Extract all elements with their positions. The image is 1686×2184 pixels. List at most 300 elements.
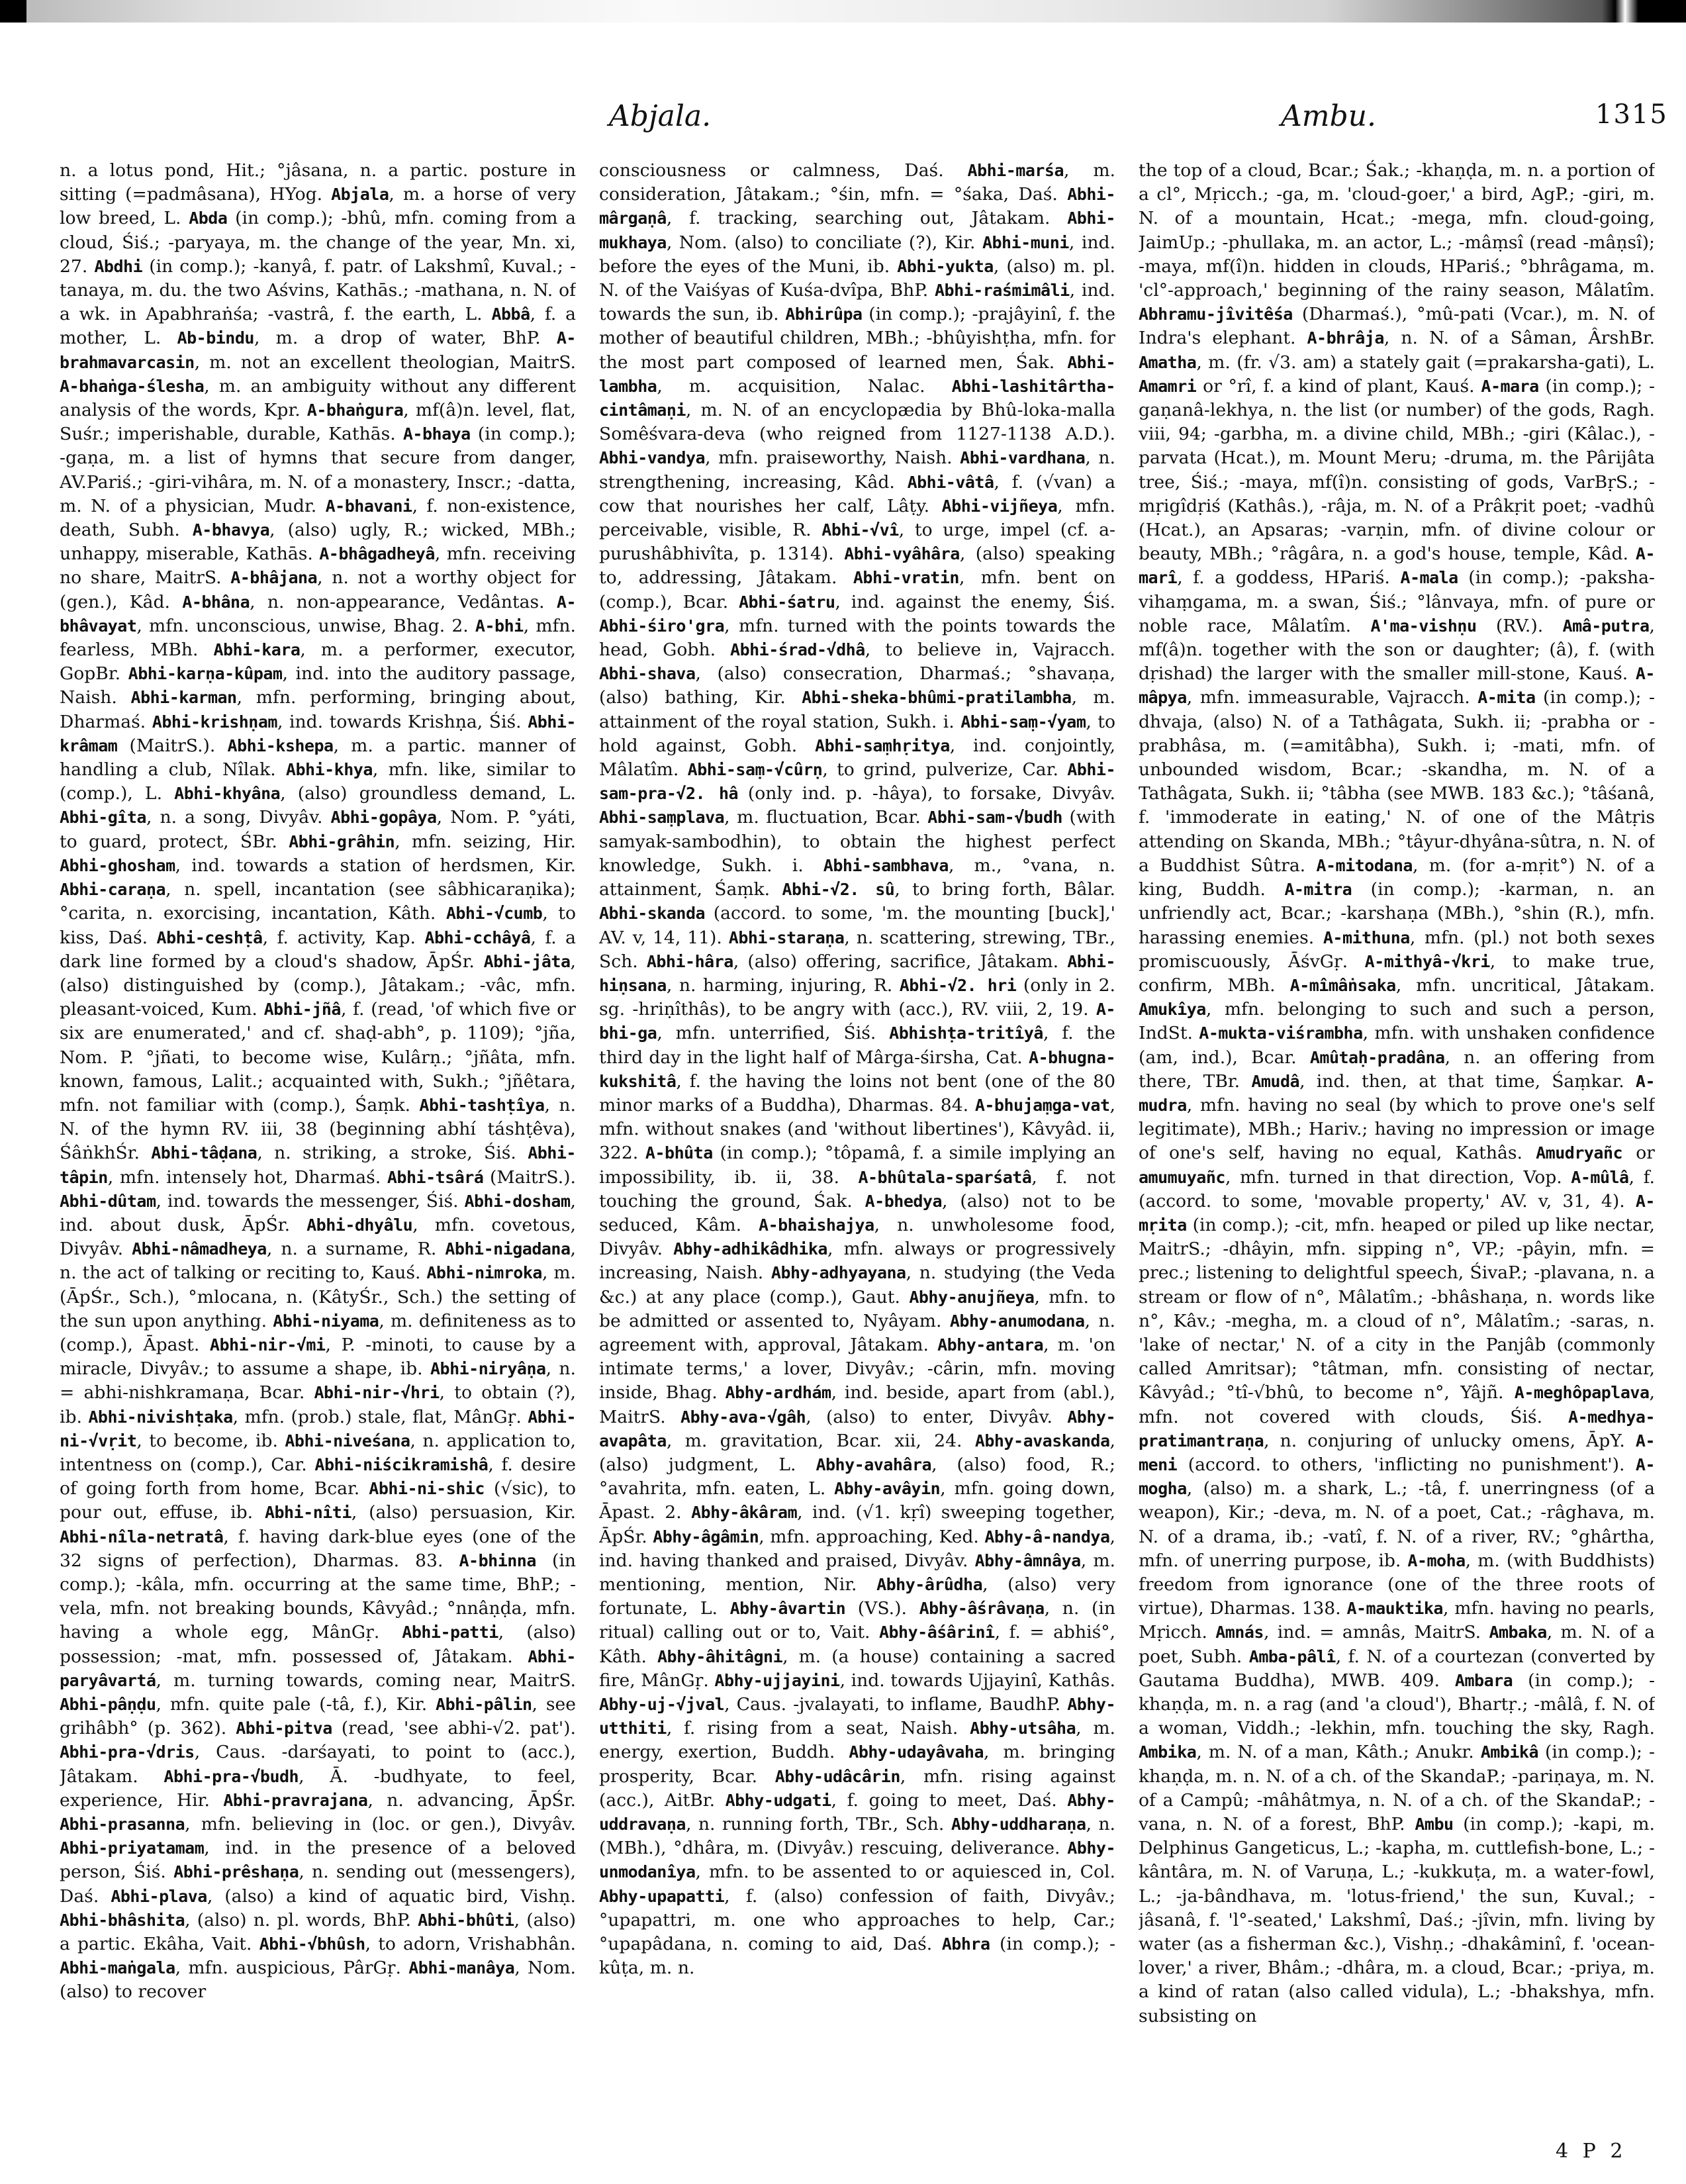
entry-definition: , m. a horse of very low breed, L. <box>60 184 576 229</box>
entry-definition: (in comp.); -paksha-vihaṃgama, m. a swan, Śiś.; °lânvaya, mfn. of pure or noble race, Mâlatîm. <box>1139 567 1655 636</box>
entry-headword: Abhishṭa-tritîyâ <box>889 1023 1043 1043</box>
entry-definition: , mfn. like, similar to (comp.), L. <box>60 759 576 804</box>
entry-headword: Abhi-ghosham <box>60 855 175 875</box>
entry-headword: Abhi-pra-√budh <box>164 1766 299 1786</box>
dictionary-entry <box>726 1790 1057 1811</box>
dictionary-entry <box>60 1910 411 1930</box>
entry-headword: Abhi-sheka-bhûmi-pratilambha <box>802 688 1072 708</box>
entry-definition: , n. N. of the hymn RV. iii, 38 (beginning abhí táshṭêva), ŚâṅkhŚr. <box>60 1094 576 1164</box>
entry-headword: Abhi-grâhin <box>289 831 395 851</box>
entry-headword: A'ma-vishṇu <box>1370 616 1477 636</box>
entry-definition: , m. attainment of the royal station, Sukh. i. <box>599 687 1115 732</box>
dictionary-entry <box>739 592 1115 612</box>
dictionary-entry <box>236 1718 576 1738</box>
entry-headword: Amudâ <box>1251 1071 1300 1091</box>
entry-headword: Ambu <box>1415 1815 1454 1834</box>
entry-definition: , (also) m. pl. N. of the Vaiśyas of Kuśa-dvîpa, BhP. <box>599 256 1115 301</box>
entry-definition: (MaitrS.). <box>483 1166 576 1188</box>
dictionary-entry <box>387 1167 576 1188</box>
entry-definition: , mfn. fearless, MBh. <box>60 615 576 661</box>
entry-headword: Abhi-tashṭîya <box>419 1095 545 1115</box>
entry-headword: A-mauktika <box>1346 1599 1443 1619</box>
entry-definition: , n. sending out (messengers), Daś. <box>60 1862 576 1907</box>
entry-definition: (read, 'see abhi-√2. pat'). <box>332 1718 576 1739</box>
dictionary-entry <box>1139 376 1655 564</box>
entry-headword: Ambaka <box>1489 1623 1547 1642</box>
entry-headword: Abhy-avaskanda <box>974 1431 1110 1450</box>
entry-headword: Abhi-sambhava <box>823 855 949 875</box>
entry-headword: Abhi-vardhana <box>960 448 1086 468</box>
entry-headword: Abhy-udâcârin <box>774 1766 900 1786</box>
entry-definition: (in comp.); -kapi, m. Delphinus Gangeticus, L.; -kapha, m. cuttlefish-bone, L.; -kântâra, m. N. of Varuṇa, L.; -kukkuṭa, m. a water-fowl, L.; -ja-bândhava, m. 'lotus-friend,' the sun, Kuval.; -jâsanâ, f. 'l°-seated,' Lakshmî, Daś.; -jîvin, mfn. living by water (as a fisherman &c.), Vishṇ.; -dhakâminî, f. 'ocean-lover,' a river, Bhâm.; -dhâra, m. a cloud, Bcar.; -priya, m. a kind of ratan (also called vidula), L.; -bhakshya, mfn. subsisting on <box>1139 1814 1655 2026</box>
entry-definition: , mf(â)n. level, flat, Suśr.; imperishable, durable, Kathās. <box>60 400 576 445</box>
entry-headword: Abhi-nâmadheya <box>132 1239 267 1259</box>
entry-definition: , ind. in the presence of a beloved person, Śiś. <box>60 1838 576 1883</box>
entry-definition: , mfn. without snakes (and 'without libertines'), Kâvyâd. ii, 322. <box>599 1094 1115 1164</box>
entry-definition: , (also) persuasion, Kir. <box>351 1502 576 1523</box>
entry-definition: , n. strengthening, increasing, Kâd. <box>599 448 1115 493</box>
entry-headword: Amâ-putra <box>1562 616 1650 636</box>
entry-headword: A-bhâna <box>182 592 250 612</box>
entry-definition: , m. gravitation, Bcar. xii, 24. <box>666 1430 962 1451</box>
entry-definition: , mfn. with unshaken confidence (am, ind.), Bcar. <box>1139 1023 1655 1068</box>
entry-headword: Abhi-√bhûsh <box>259 1934 365 1954</box>
entry-definition: , ind. towards the sun, ib. <box>599 280 1115 325</box>
dictionary-entry <box>223 1790 576 1811</box>
entry-definition: n. a lotus pond, Hit.; °jâsana, n. a partic. posture in sitting (=padmâsana), HYog. <box>60 160 576 205</box>
entry-definition: , f. a mother, L. <box>60 304 576 349</box>
entry-definition: , m. energy, exertion, Buddh. <box>599 1718 1115 1763</box>
entry-headword: Abhi-vandya <box>599 448 706 468</box>
entry-definition: (in comp.); -gaṇa, m. a list of hymns that secure from danger, AV.Pariś.; -giri-vihâra, m. N. of a monastery, Inscr.; -datta, m. N. of a physician, Mudr. <box>60 424 576 516</box>
entry-definition: , (also) food, R.; °avahrita, mfn. eaten, L. <box>599 1454 1115 1499</box>
entry-definition: , to urge, impel (cf. a-purushâbhivîta, p. 1314). <box>599 520 1115 565</box>
dictionary-entry <box>599 160 944 181</box>
entry-headword: Abhy-udgati <box>725 1790 831 1810</box>
entry-headword: Amnás <box>1215 1623 1264 1642</box>
entry-definition: , (also) not to be seduced, Kâm. <box>599 1190 1115 1235</box>
entry-headword: Abhi-ni-shic <box>369 1479 485 1499</box>
column-left <box>60 159 576 2118</box>
entry-headword: Abhi-śrad-√dhâ <box>730 640 865 660</box>
entry-definition: , Ā. -budhyate, to feel, experience, Hir. <box>60 1766 576 1811</box>
entry-definition: , Caus. -darśayati, to point to (acc.), Jâtakam. <box>60 1742 576 1787</box>
entry-definition: , mfn. seizing, Hir. <box>395 831 576 852</box>
entry-definition: or <box>1622 1143 1655 1164</box>
column-right <box>1139 159 1655 2118</box>
entry-headword: Abhi-shava <box>599 664 696 684</box>
entry-headword: Abhi-priyatamam <box>60 1838 205 1858</box>
entry-headword: Abhra <box>941 1934 990 1954</box>
entry-headword: Abhi-caraṇa <box>60 880 166 900</box>
entry-definition: , mfn. always or progressively increasing, Naish. <box>599 1239 1115 1284</box>
dictionary-entry <box>152 712 522 732</box>
entry-definition: , (also) a kind of aquatic bird, Vishṇ. <box>207 1885 576 1907</box>
entry-headword: Abhi-gîta <box>60 808 146 828</box>
entry-definition: , Nom. (also) to recover <box>60 1958 576 2003</box>
entry-definition: , m. 'on intimate terms,' a lover, Divyâv.; -cârin, mfn. moving inside, Bhag. <box>599 1334 1115 1403</box>
entry-headword: A-bhaṅgura <box>306 401 404 420</box>
entry-definition: , n. harming, injuring, R. <box>666 974 893 996</box>
dictionary-entry <box>680 1407 1053 1427</box>
entry-headword: Abhy-upapatti <box>599 1886 725 1906</box>
entry-headword: Abhi-saṃplava <box>599 808 725 828</box>
entry-definition: , ind. towards Ujjayinî, Kathâs. <box>839 1670 1115 1691</box>
entry-headword: Abhy-uddravaṇa <box>599 1790 1115 1834</box>
entry-definition: , ind. against the enemy, Śiś. <box>835 591 1115 612</box>
dictionary-entry <box>1290 975 1655 996</box>
dictionary-entry <box>714 1670 1115 1691</box>
entry-definition: , m. definiteness as to (comp.), Āpast. <box>60 1310 576 1355</box>
entry-headword: Abhi-nîla-netratâ <box>60 1527 224 1546</box>
entry-definition: , (also) to enter, Divyâv. <box>806 1406 1053 1427</box>
entry-definition: , m. acquisition, Nalac. <box>657 375 925 397</box>
entry-headword: Abdhi <box>94 256 143 276</box>
dictionary-entry <box>653 1527 979 1547</box>
entry-headword: Abhy-âvartin <box>729 1599 846 1619</box>
entry-headword: Abhi-hâra <box>646 951 733 971</box>
entry-definition: , mfn. not covered with clouds, Śiś. <box>1139 1382 1655 1427</box>
entry-definition: (in comp.); -khaṇḍa, m. n. a rag (and 'a cloud'), Bhartṛ.; -mâlâ, f. N. of a woman, Viddh.; -lekhin, mfn. touching the sky, Ragh. <box>1139 1670 1655 1739</box>
entry-definition: , ind. = amnâs, MaitrS. <box>1263 1622 1481 1643</box>
entry-headword: Abhi-pitva <box>236 1719 332 1738</box>
entry-definition: (in comp.); °tôpamâ, f. a simile implying an impossibility, ib. ii, 38. <box>599 1143 1115 1188</box>
entry-headword: Abhi-pâlin <box>436 1695 532 1714</box>
entry-headword: Abhi-pra-√dris <box>60 1742 195 1762</box>
dictionary-entry <box>599 807 921 828</box>
entry-definition: , ind. beside, apart from (abl.), MaitrS. <box>599 1382 1115 1427</box>
entry-headword: Amatha <box>1139 352 1197 372</box>
entry-headword: Abhi-saṃ-√yam <box>960 712 1086 732</box>
entry-definition: , m., °vana, n. attainment, Śaṃk. <box>599 855 1115 900</box>
entry-headword: Abhy-avâyin <box>834 1479 941 1499</box>
entry-headword: A-bhâjana <box>230 568 318 588</box>
dictionary-entry <box>265 1502 576 1523</box>
dictionary-entry <box>182 592 544 612</box>
entry-headword: A-bhinna <box>459 1550 536 1570</box>
entry-headword: Abhi-niveśana <box>285 1431 410 1450</box>
entry-headword: Abhi-sam-pra-√2. hâ <box>599 760 1115 804</box>
entry-definition: , mfn. praiseworthy, Naish. <box>705 448 953 469</box>
entry-definition: (in comp.); -khaṇḍa, m. n. N. of a ch. of the SkandaP.; -pariṇaya, m. N. of a Campû; -mâhâtmya, n. N. of a ch. of the SkandaP.; -vana, n. N. of a forest, BhP. <box>1139 1742 1655 1835</box>
entry-definition: , f. going to meet, Daś. <box>831 1789 1057 1811</box>
entry-headword: A-mogha <box>1139 1454 1655 1499</box>
entry-headword: A-mithyâ-√kri <box>1364 951 1490 971</box>
entry-headword: A-mukta-viśrambha <box>1199 1023 1363 1043</box>
entry-definition: , f. not touching the ground, Śak. <box>599 1166 1115 1211</box>
entry-definition: consciousness or calmness, Daś. <box>599 160 944 181</box>
entry-definition: , mfn. quite pale (-tâ, f.), Kir. <box>156 1694 428 1715</box>
entry-definition: or °rî, f. a kind of plant, Kauś. <box>1196 375 1475 397</box>
entry-headword: Ambika <box>1139 1742 1197 1762</box>
entry-definition: , f. N. of a courtezan (converted by Gautama Buddha), MWB. 409. <box>1139 1646 1655 1691</box>
entry-definition: , m. (with Buddhists) freedom from ignorance (one of the three roots of virtue), Dharmas. 138. <box>1139 1550 1655 1619</box>
entry-definition: (RV.). <box>1476 615 1544 636</box>
dictionary-entry <box>599 448 953 468</box>
entry-definition: , (also) possession; -mat, mfn. possessed of, Jâtakam. <box>60 1622 576 1667</box>
dictionary-entry <box>60 855 576 876</box>
entry-headword: Abhi-lashitârtha-cintâmaṇi <box>599 376 1115 420</box>
entry-definition: , mfn. to be admitted or assented to, Nyâyam. <box>599 1286 1115 1331</box>
entry-definition: , m. consideration, Jâtakam.; °śin, mfn. = °śaka, Daś. <box>599 160 1115 205</box>
entry-definition: , mf(â)n. together with the son or daughter; (â), f. (with dṛishad) the larger with the smaller mill-stone, Kauś. <box>1139 615 1655 685</box>
entry-definition: (in comp.); -dhvaja, (also) N. of a Tathâgata, Sukh. ii; -prabha or -prabhâsa, m. (=amitâbha), Sukh. i; -mati, mfn. of unbounded wisdom, Bcar.; -skandha, m. N. of a Tathâgata, Sukh. ii; °tâbha (see MWB. 183 &c.); °tâśanâ, f. 'immoderate in eating,' N. of one of the Mâtṛis attending on Skanda, MBh.; °tâyur-dhyâna-sûtra, n. N. of a Buddhist Sûtra. <box>1139 687 1655 876</box>
entry-headword: Abhy-âmnâya <box>974 1550 1081 1570</box>
entry-headword: Abhi-√cumb <box>445 904 543 924</box>
entry-definition: , f. desire of going forth from home, Bcar. <box>60 1454 576 1499</box>
entry-definition: , m. bringing prosperity, Bcar. <box>599 1742 1115 1787</box>
entry-headword: Abhy-uj-√jval <box>599 1695 725 1714</box>
entry-definition: , f. non-existence, death, Subh. <box>60 495 576 541</box>
entry-definition: , m. N. of a poet, Subh. <box>1139 1622 1655 1667</box>
entry-headword: Abhi-plava <box>111 1886 207 1906</box>
entry-headword: Ambikâ <box>1480 1742 1539 1762</box>
entry-definition: , mfn. believing in (loc. or gen.), Divyâv. <box>185 1814 576 1835</box>
entry-definition: (only in 2. sg. -hriṇîthâs), to be angry with (acc.), RV. viii, 2, 19. <box>599 974 1115 1020</box>
entry-headword: Abhi-manâya <box>408 1958 515 1978</box>
entry-headword: Abhi-nigadana <box>445 1239 571 1259</box>
entry-headword: A-mâpya <box>1139 664 1655 708</box>
entry-headword: Amukîya <box>1139 1000 1206 1020</box>
entry-definition: , mfn. performing, bringing about, Dharmaś. <box>60 687 576 732</box>
entry-definition: , m. fluctuation, Bcar. <box>724 807 921 828</box>
entry-headword: A-mara <box>1481 376 1539 396</box>
entry-headword: Abhy-uddharaṇa <box>951 1815 1086 1834</box>
dictionary-entry <box>688 759 1058 780</box>
entry-headword: Abhi-vratin <box>853 568 959 588</box>
entry-headword: Abhi-niryâṇa <box>430 1359 546 1379</box>
entry-definition: , f. tracking, searching out, Jâtakam. <box>666 208 1051 229</box>
entry-definition: (with samyak-sambodhin), to obtain the highest perfect knowledge, Sukh. i. <box>599 807 1115 876</box>
dictionary-entry <box>1307 328 1656 348</box>
entry-definition: , n. not a worthy object for (gen.), Kâd. <box>60 567 576 612</box>
entry-headword: A-bhrâja <box>1307 328 1384 348</box>
entry-definition: , f. rising from a seat, Naish. <box>666 1718 959 1739</box>
dictionary-entry <box>1215 1622 1481 1642</box>
entry-headword: Abhi-jñâ <box>263 1000 341 1020</box>
entry-definition: , mfn. turned in that direction, Vop. <box>1225 1166 1562 1188</box>
entry-headword: Abhi-khyâna <box>174 784 281 804</box>
dictionary-entry <box>1370 616 1543 636</box>
entry-definition: the top of a cloud, Bcar.; Śak.; -khaṇḍa, m. n. a portion of a cl°, Mṛicch.; -ga, m. 'cloud-goer,' a bird, AgP.; -giri, m. N. of a mountain, Hcat.; -mega, mfn. cloud-going, JaimUp.; -phullaka, m. an actor, L.; -mâṃsî (read -mâṇsî); -maya, mf(î)n. hidden in clouds, HPariś.; °bhrâgama, m. 'cl°-approach,' beginning of the rainy season, Mâlatîm. <box>1139 160 1655 301</box>
entry-definition: , mfn. bent on (comp.), Bcar. <box>599 567 1115 612</box>
entry-headword: Abhy-ardhám <box>725 1383 831 1403</box>
entry-headword: A-bhaṅga-ślesha <box>60 376 205 396</box>
entry-definition: , f. the having the loins not bent (one of the 80 minor marks of a Buddha), Dharmas. 84. <box>599 1070 1115 1116</box>
entry-headword: Abhy-â-nandya <box>984 1527 1110 1546</box>
entry-headword: Amudryañc <box>1536 1143 1623 1163</box>
entry-definition: , (also) m. a shark, L.; -tâ, f. unerringness (of a weapon), Kir.; -deva, m. N. of a poet, Cat.; -râghava, m. N. of a drama, ib.; -vatî, f. N. of a river, RV.; °ghârtha, mfn. of unerring purpose, ib. <box>1139 1478 1655 1571</box>
dictionary-entry <box>132 1239 436 1259</box>
entry-headword: Abhy-antara <box>937 1335 1044 1354</box>
entry-headword: Abhi-pâṇḍu <box>60 1695 156 1714</box>
entry-headword: Abhi-tâpin <box>60 1143 576 1187</box>
entry-headword: A-bhavani <box>325 496 412 516</box>
entry-definition: (VS.). <box>845 1598 907 1619</box>
entry-headword: Abhy-utsâha <box>970 1719 1076 1738</box>
entry-headword: Abhi-nir-√mi <box>209 1335 326 1354</box>
entry-definition: , (also) very fortunate, L. <box>599 1574 1115 1619</box>
entry-definition: , mfn. auspicious, PârGṛ. <box>175 1958 401 1979</box>
dictionary-entry <box>60 1814 576 1834</box>
entry-definition: , n. studying (the Veda &c.) at any place (comp.), Gaut. <box>599 1262 1115 1307</box>
entry-headword: A-bhâgadheyâ <box>319 544 435 564</box>
entry-definition: , (also) n. pl. words, BhP. <box>185 1909 411 1930</box>
entry-headword: A-bhûtala-sparśatâ <box>858 1167 1032 1187</box>
entry-definition: , f. = abhiś°, Kâth. <box>599 1622 1115 1667</box>
entry-definition: (Dharmaś.), °mû-pati (Vcar.), m. N. of Indra's elephant. <box>1139 304 1655 349</box>
entry-definition: , m. (ĀpŚr., Sch.), °mlocana, n. (KâtyŚr., Sch.) the setting of the sun upon anything. <box>60 1262 576 1331</box>
entry-headword: A-mitodana <box>1316 855 1413 875</box>
entry-definition: , n. spell, incantation (see sâbhicaraṇika); °carita, n. exorcising, incantation, Kâth. <box>60 879 576 924</box>
entry-headword: Abhi-pravrajana <box>223 1790 368 1810</box>
entry-headword: A-mudra <box>1139 1071 1655 1115</box>
signature-mark: 4 P 2 <box>1556 2140 1627 2163</box>
entry-headword: A-bhâvayat <box>60 592 576 636</box>
entry-headword: Abhy-adhikâdhika <box>673 1239 827 1259</box>
entry-definition: , ind. towards the messenger, Śiś. <box>156 1190 459 1211</box>
running-head-left: Abjala. <box>609 99 712 133</box>
entry-definition: , ind. about dusk, ĀpŚr. <box>60 1190 576 1235</box>
entry-headword: Ambara <box>1454 1670 1513 1690</box>
entry-definition: , mfn. having no pearls, Mṛicch. <box>1139 1598 1655 1643</box>
entry-headword: Abhi-ceshṭâ <box>156 927 263 947</box>
entry-headword: Abhy-udayâvaha <box>849 1742 984 1762</box>
entry-headword: A-mithuna <box>1323 927 1410 947</box>
entry-definition: , (also) judgment, L. <box>599 1430 1115 1475</box>
entry-definition: , mfn. unconscious, unwise, Bhag. 2. <box>136 615 469 636</box>
entry-definition: , n. application to, intentness on (comp.), Car. <box>60 1430 576 1475</box>
entry-definition: , n. agreement with, approval, Jâtakam. <box>599 1310 1115 1355</box>
entry-definition: (in comp.); -kûṭa, m. n. <box>599 1934 1115 1979</box>
dictionary-entry <box>1139 352 1655 373</box>
dictionary-entry <box>1139 1814 1655 2026</box>
entry-definition: , ind. before the eyes of the Muni, ib. <box>599 232 1115 277</box>
entry-headword: Abhi-muni <box>982 232 1069 252</box>
entry-headword: Abhi-niyama <box>273 1311 379 1331</box>
entry-headword: Abhy-anumodana <box>949 1311 1085 1331</box>
dictionary-entry <box>88 1407 521 1427</box>
entry-definition: , f. (read, 'of which five or six are enumerated,' and cf. shaḍ-abh°, p. 1109); °jña, Nom. P. °jñati, to become wise, Kulârṇ.; °jñâta, mfn. known, famous, Lalit.; acquainted with, Sukh.; °jñêtara, mfn. not familiar with (comp.), Śaṃk. <box>60 999 576 1116</box>
entry-definition: , n. conjuring of unlucky omens, ĀpY. <box>1264 1430 1625 1451</box>
entry-definition: (in comp.); -bhû, mfn. coming from a cloud, Śiś.; -paryaya, m. the change of the year, Mn. xi, 27. <box>60 208 576 277</box>
entry-headword: Abhy-âhitâgni <box>657 1646 783 1666</box>
entry-headword: Abhy-utthiti <box>599 1695 1115 1738</box>
dictionary-entry <box>1139 687 1655 875</box>
entry-headword: Abhi-bhâshita <box>60 1910 185 1930</box>
entry-headword: Abhi-kshepa <box>227 736 334 755</box>
entry-headword: A-bhi-ga <box>599 1000 1115 1043</box>
entry-definition: , n. advancing, ĀpŚr. <box>367 1789 576 1811</box>
entry-definition: , to make true, confirm, MBh. <box>1139 951 1655 996</box>
entry-headword: Abhi-śatru <box>738 592 835 612</box>
entry-headword: Abhi-vâtâ <box>907 472 994 492</box>
entry-headword: Abhi-tsârá <box>387 1167 484 1187</box>
entry-definition: , n. = abhi-nishkramaṇa, Bcar. <box>60 1358 576 1403</box>
entry-definition: , ind. (√1. kṛî) sweeping together, ĀpŚr. <box>599 1502 1115 1547</box>
running-head <box>0 99 1686 152</box>
entry-definition: , see grihâbh° (p. 362). <box>60 1694 576 1739</box>
entry-definition: , mfn. immeasurable, Vajracch. <box>1186 687 1470 708</box>
entry-definition: , Caus. -jvalayati, to inflame, BaudhP. <box>724 1694 1061 1715</box>
entry-definition: , to adorn, Vrishabhân. <box>365 1934 576 1955</box>
entry-definition: , (also) offering, sacrifice, Jâtakam. <box>733 951 1059 972</box>
entry-definition: , mfn. approaching, Ked. <box>759 1526 979 1547</box>
entry-headword: Abhy-anujñeya <box>909 1287 1035 1307</box>
dictionary-entry <box>1536 1143 1655 1163</box>
entry-definition: , m. not an excellent theologian, MaitrS. <box>194 352 576 373</box>
entry-definition: , f. a goddess, HPariś. <box>1177 567 1390 589</box>
entry-definition: , Nom. P. °yáti, to guard, protect, ŚBr. <box>60 807 576 852</box>
entry-headword: Abhy-avapâta <box>599 1407 1115 1450</box>
entry-headword: Abhi-niścikramishâ <box>314 1454 489 1474</box>
entry-definition: , f. (also) confession of faith, Divyâv.; °upapattri, m. one who approaches to help, Car.; °upapâdana, n. coming to aid, Daś. <box>599 1885 1115 1955</box>
entry-definition: , m. a drop of water, BhP. <box>254 328 541 349</box>
dictionary-entry <box>60 1694 427 1715</box>
entry-headword: A-medhya-pratimantraṇa <box>1139 1407 1655 1450</box>
entry-definition: , mfn. covetous, Divyâv. <box>60 1214 576 1260</box>
entry-headword: A-bhûta <box>645 1143 713 1163</box>
entry-definition: (accord. to others, 'inflicting no punishment'). <box>1177 1454 1625 1475</box>
entry-headword: Abhy-âkâram <box>691 1503 798 1523</box>
entry-definition: , to kiss, Daś. <box>60 903 576 948</box>
entry-headword: Abhi-śiro'gra <box>599 616 725 636</box>
entry-headword: Abhi-patti <box>402 1623 498 1642</box>
entry-headword: A-moha <box>1407 1550 1466 1570</box>
entry-definition: , to bring forth, Bâlar. <box>894 879 1115 900</box>
entry-definition: , n. N. of a Sâman, ÂrshBr. <box>1383 328 1655 349</box>
entry-headword: Abhi-kara <box>213 640 301 660</box>
entry-definition: , (also) distinguished by (comp.), Jâtakam.; -vâc, mfn. pleasant-voiced, Kum. <box>60 951 576 1020</box>
entry-definition: , to believe in, Vajracch. <box>865 640 1115 661</box>
entry-definition: , mfn. uncritical, Jâtakam. <box>1395 974 1655 996</box>
entry-definition: , m. turning towards, coming near, MaitrS. <box>156 1670 576 1691</box>
entry-headword: Abhi-jâta <box>483 951 571 971</box>
entry-definition: , (also) speaking to, addressing, Jâtakam. <box>599 544 1115 589</box>
entry-headword: A-brahmavarcasin <box>60 328 576 372</box>
entry-headword: A-bhujaṃga-vat <box>974 1095 1110 1115</box>
entry-headword: A-marî <box>1139 544 1655 588</box>
entry-definition: , f. activity, Kap. <box>262 927 416 948</box>
dictionary-entry <box>60 807 322 828</box>
entry-headword: Abhi-dûtam <box>60 1191 156 1211</box>
dictionary-entry <box>599 1694 1060 1715</box>
dictionary-entry <box>151 1143 516 1163</box>
entry-headword: Abhi-raśmimâli <box>934 281 1070 301</box>
dictionary-entry <box>60 1958 401 1978</box>
entry-headword: A-meghôpaplava <box>1514 1383 1650 1403</box>
entry-headword: Abhi-dosham <box>464 1191 571 1211</box>
dictionary-entry <box>157 927 416 948</box>
entry-definition: , m. (a house) containing a sacred fire, MânGṛ. <box>599 1646 1115 1691</box>
running-head-right: Ambu. <box>1281 99 1376 133</box>
entry-headword: Abhramu-jîvitêśa <box>1139 305 1293 324</box>
entry-headword: Amûtaḥ-pradâna <box>1309 1047 1445 1067</box>
entry-definition: , f. having dark-blue eyes (one of the 32 signs of perfection), Dharmas. 83. <box>60 1526 576 1571</box>
entry-definition: , mfn. (prob.) stale, flat, MânGṛ. <box>232 1406 522 1427</box>
entry-definition: , n. a song, Divyâv. <box>146 807 323 828</box>
entry-headword: Abhi-saṃ-√cûrṇ <box>687 760 823 780</box>
dictionary-entry <box>289 831 576 852</box>
entry-headword: Abhi-staraṇa <box>728 927 845 947</box>
dictionary-entry <box>730 640 1115 660</box>
entry-definition: , m. N. of an encyclopædia by Bhû-loka-malla Somêśvara-deva (who reigned from 1127-1138 A.D.). <box>599 400 1115 445</box>
entry-headword: Abhi-hiṇsana <box>599 951 1115 995</box>
entry-definition: , to become, ib. <box>136 1430 278 1451</box>
entry-headword: Abhi-karman <box>130 688 237 708</box>
entry-headword: Abhi-nir-√hri <box>314 1383 440 1403</box>
entry-definition: (in comp.); -gaṇanâ-lekhya, n. the list (or number) of the gods, Ragh. viii, 94; -garbha, m. a divine child, MBh.; -giri (Kâlac.), -parvata (Hcat.), m. Mount Meru; -druma, m. the Pârijâta tree, Śiś.; -maya, mf(î)n. consisting of gods, VarBṛS.; -mṛigîdṛiś (Kathâs.), -râja, m. N. of a Prâkṛit poet; -vadhû (Hcat.), an Apsaras; -varṇin, mfn. of divine colour or beauty, MBh.; °râgâra, n. a god's house, temple, Kâd. <box>1139 375 1655 565</box>
